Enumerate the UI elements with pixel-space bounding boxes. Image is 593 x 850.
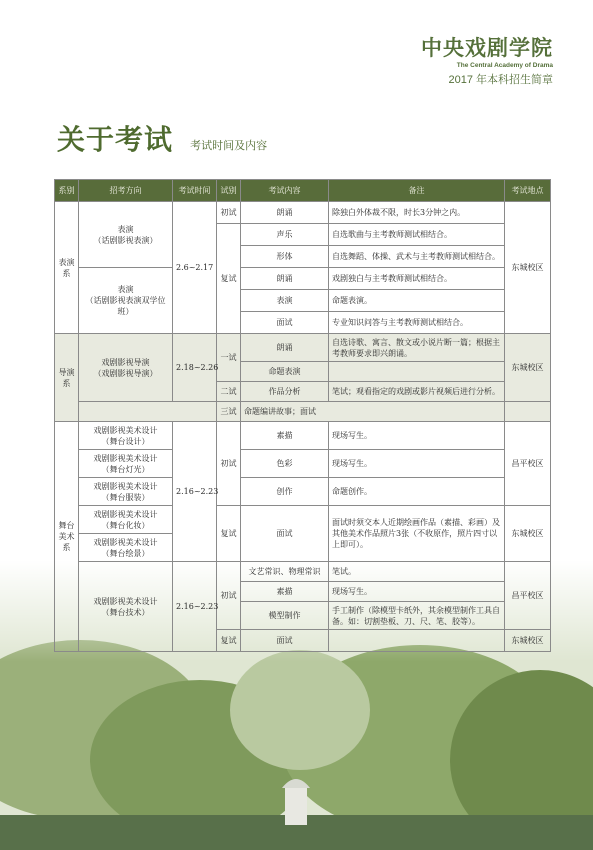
note-cell: 手工制作（除模型卡纸外，其余模型制作工具自备。如：切割垫板、刀、尺、笔、胶等）。: [329, 602, 505, 630]
direction-cell: 戏剧影视美术设计 （舞台设计）: [79, 422, 173, 450]
location-cell: 东城校区: [505, 202, 551, 334]
header-round: 试别: [217, 180, 241, 202]
direction-cell: 表演 （话剧影视表演）: [79, 202, 173, 268]
note-cell: 面试时须交本人近期绘画作品（素描、彩画）及其他美术作品照片3张（不收原作，照片四寸以上即可）。: [329, 506, 505, 562]
content-cell: 模型制作: [241, 602, 329, 630]
logo-chinese-name: 中央戏剧学院: [421, 35, 553, 60]
note-cell: 现场写生。: [329, 450, 505, 478]
location-cell: [505, 402, 551, 422]
table-row: [55, 402, 551, 422]
content-cell: 命题表演: [241, 362, 329, 382]
note-cell: [329, 362, 505, 382]
content-cell: 面试: [241, 312, 329, 334]
direction-cell: [79, 402, 217, 422]
content-cell: 色彩: [241, 450, 329, 478]
round-cell: 复试: [217, 224, 241, 334]
table-row: [55, 334, 551, 362]
direction-cell: 表演 （话剧影视表演双学位班）: [79, 268, 173, 334]
location-cell: 东城校区: [505, 506, 551, 562]
time-cell: 2.6~2.17: [173, 202, 217, 334]
note-cell: 命题创作。: [329, 478, 505, 506]
note-cell: 戏剧独白与主考教师测试相结合。: [329, 268, 505, 290]
note-cell: 命题表演。: [329, 290, 505, 312]
time-cell: 2.16~2.23: [173, 562, 217, 652]
content-cell: 创作: [241, 478, 329, 506]
round-cell: 初试: [217, 202, 241, 224]
note-cell: 现场写生。: [329, 582, 505, 602]
exam-schedule-table: [54, 179, 551, 652]
dept-cell: 导演系: [55, 334, 79, 422]
content-cell: 面试: [241, 506, 329, 562]
content-cell: 朗诵: [241, 268, 329, 290]
logo-english-name: The Central Academy of Drama: [456, 62, 553, 69]
table-row: [55, 450, 551, 478]
content-cell: 声乐: [241, 224, 329, 246]
content-cell: 作品分析: [241, 382, 329, 402]
location-cell: 东城校区: [505, 630, 551, 652]
header-direction: 招考方向: [79, 180, 173, 202]
direction-cell: 戏剧影视美术设计 （舞台化妆）: [79, 506, 173, 534]
round-cell: 初试: [217, 562, 241, 630]
dept-cell: 表演系: [55, 202, 79, 334]
table-row: [55, 562, 551, 582]
direction-cell: 戏剧影视导演 （戏剧影视导演）: [79, 334, 173, 402]
table-row: [55, 422, 551, 450]
content-cell: 素描: [241, 422, 329, 450]
header-location: 考试地点: [505, 180, 551, 202]
note-cell: 自选诗歌、寓言、散文或小说片断一篇；根据主考教师要求即兴朗诵。: [329, 334, 505, 362]
location-cell: 东城校区: [505, 334, 551, 402]
content-cell: 形体: [241, 246, 329, 268]
table-row: [55, 506, 551, 534]
note-cell: 现场写生。: [329, 422, 505, 450]
section-subtitle: 考试时间及内容: [190, 140, 268, 152]
note-cell: 专业知识问答与主考教师测试相结合。: [329, 312, 505, 334]
time-cell: 2.16~2.23: [173, 422, 217, 562]
section-title: 关于考试: [57, 123, 174, 156]
content-cell: 素描: [241, 582, 329, 602]
header-time: 考试时间: [173, 180, 217, 202]
direction-cell: 戏剧影视美术设计 （舞台灯光）: [79, 450, 173, 478]
round-cell: 复试: [217, 630, 241, 652]
note-cell: 笔试；观看指定的戏剧或影片视频后进行分析。: [329, 382, 505, 402]
academy-logo: [421, 36, 553, 87]
header-dept: 系别: [55, 180, 79, 202]
dept-cell: 舞台美术系: [55, 422, 79, 652]
note-cell: 自选歌曲与主考教师测试相结合。: [329, 224, 505, 246]
time-cell: 2.18~2.26: [173, 334, 217, 402]
content-cell: 文艺常识、物理常识: [241, 562, 329, 582]
direction-cell: 戏剧影视美术设计 （舞台绘景）: [79, 534, 173, 562]
content-cell: 朗诵: [241, 202, 329, 224]
section-heading: [57, 118, 267, 158]
table-row: [55, 478, 551, 506]
content-cell: 面试: [241, 630, 329, 652]
round-cell: 初试: [217, 422, 241, 506]
content-cell: 表演: [241, 290, 329, 312]
direction-cell: 戏剧影视美术设计 （舞台服装）: [79, 478, 173, 506]
direction-cell: 戏剧影视美术设计 （舞台技术）: [79, 562, 173, 652]
location-cell: 昌平校区: [505, 422, 551, 506]
note-cell: [329, 630, 505, 652]
location-cell: 昌平校区: [505, 562, 551, 630]
round-cell: 复试: [217, 506, 241, 562]
note-cell: 笔试。: [329, 562, 505, 582]
note-cell: 自选舞蹈、体操、武术与主考教师测试相结合。: [329, 246, 505, 268]
round-cell: 一试: [217, 334, 241, 382]
round-cell: 二试: [217, 382, 241, 402]
brochure-subtitle: 2017 年本科招生简章: [448, 74, 553, 86]
content-cell: 命题编讲故事；面试: [241, 402, 505, 422]
table-header-row: [55, 180, 551, 202]
note-cell: 除独白外体裁不限，时长3分钟之内。: [329, 202, 505, 224]
header-content: 考试内容: [241, 180, 329, 202]
round-cell: 三试: [217, 402, 241, 422]
content-cell: 朗诵: [241, 334, 329, 362]
header-note: 备注: [329, 180, 505, 202]
table-row: [55, 202, 551, 224]
table-row: [55, 268, 551, 290]
